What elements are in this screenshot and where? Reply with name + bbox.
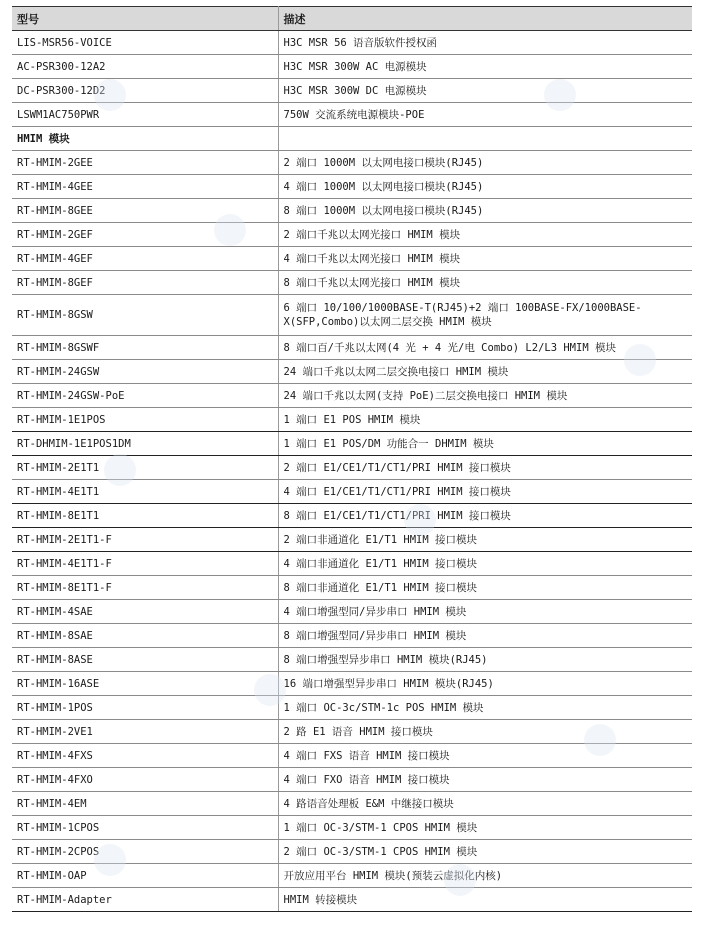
model-cell: RT-HMIM-8GSW: [12, 295, 278, 336]
model-cell: RT-HMIM-2VE1: [12, 720, 278, 744]
model-cell: RT-HMIM-8GEE: [12, 199, 278, 223]
description-cell: 1 端口 E1 POS/DM 功能合一 DHMIM 模块: [278, 432, 692, 456]
description-cell: 6 端口 10/100/1000BASE-T(RJ45)+2 端口 100BASE-FX/1000BASE-X(SFP,Combo)以太网二层交换 HMIM 模块: [278, 295, 692, 336]
description-cell: 2 端口 E1/CE1/T1/CT1/PRI HMIM 接口模块: [278, 456, 692, 480]
table-row: [12, 672, 692, 696]
description-cell: 2 端口 1000M 以太网电接口模块(RJ45): [278, 151, 692, 175]
description-cell: 8 端口非通道化 E1/T1 HMIM 接口模块: [278, 576, 692, 600]
description-cell: 750W 交流系统电源模块-POE: [278, 103, 692, 127]
model-cell: RT-DHMIM-1E1POS1DM: [12, 432, 278, 456]
table-row: [12, 223, 692, 247]
table-row: [12, 576, 692, 600]
model-cell: AC-PSR300-12A2: [12, 55, 278, 79]
table-row: [12, 768, 692, 792]
model-cell: LIS-MSR56-VOICE: [12, 31, 278, 55]
model-cell: RT-HMIM-16ASE: [12, 672, 278, 696]
table-row: [12, 432, 692, 456]
description-cell: 开放应用平台 HMIM 模块(预装云虚拟化内核): [278, 864, 692, 888]
model-cell: RT-HMIM-4GEE: [12, 175, 278, 199]
table-row: [12, 840, 692, 864]
table-row: [12, 600, 692, 624]
model-cell: RT-HMIM-4SAE: [12, 600, 278, 624]
table-row: [12, 504, 692, 528]
table-row: [12, 103, 692, 127]
table-row: [12, 31, 692, 55]
table-row: [12, 696, 692, 720]
model-cell: RT-HMIM-1CPOS: [12, 816, 278, 840]
description-cell: 4 端口非通道化 E1/T1 HMIM 接口模块: [278, 552, 692, 576]
table-row: [12, 175, 692, 199]
model-cell: RT-HMIM-8GSWF: [12, 336, 278, 360]
model-cell: RT-HMIM-24GSW-PoE: [12, 384, 278, 408]
table-row: [12, 360, 692, 384]
model-cell: RT-HMIM-2E1T1-F: [12, 528, 278, 552]
model-cell: RT-HMIM-2CPOS: [12, 840, 278, 864]
model-cell: RT-HMIM-8E1T1-F: [12, 576, 278, 600]
table-row: [12, 552, 692, 576]
description-cell: 4 端口千兆以太网光接口 HMIM 模块: [278, 247, 692, 271]
description-cell: 1 端口 E1 POS HMIM 模块: [278, 408, 692, 432]
table-row: [12, 384, 692, 408]
table-row: [12, 336, 692, 360]
description-cell: 2 端口非通道化 E1/T1 HMIM 接口模块: [278, 528, 692, 552]
table-row: [12, 247, 692, 271]
model-cell: RT-HMIM-4FXS: [12, 744, 278, 768]
description-cell: 8 端口增强型异步串口 HMIM 模块(RJ45): [278, 648, 692, 672]
description-cell: [278, 127, 692, 151]
model-cell: RT-HMIM-4FXO: [12, 768, 278, 792]
table-body: [12, 31, 692, 912]
description-cell: 4 端口 1000M 以太网电接口模块(RJ45): [278, 175, 692, 199]
model-cell: DC-PSR300-12D2: [12, 79, 278, 103]
description-cell: 8 端口 1000M 以太网电接口模块(RJ45): [278, 199, 692, 223]
table-row: [12, 456, 692, 480]
model-cell: RT-HMIM-4EM: [12, 792, 278, 816]
model-cell: RT-HMIM-8E1T1: [12, 504, 278, 528]
table-row: [12, 151, 692, 175]
table-header-row: [12, 7, 692, 31]
model-cell: RT-HMIM-1POS: [12, 696, 278, 720]
table-row: [12, 199, 692, 223]
description-cell: 8 端口百/千兆以太网(4 光 + 4 光/电 Combo) L2/L3 HMIM 模块: [278, 336, 692, 360]
section-title: HMIM 模块: [12, 127, 278, 151]
table-row: [12, 720, 692, 744]
model-cell: RT-HMIM-8ASE: [12, 648, 278, 672]
model-cell: RT-HMIM-2GEF: [12, 223, 278, 247]
table-row: [12, 888, 692, 912]
model-cell: RT-HMIM-Adapter: [12, 888, 278, 912]
model-cell: RT-HMIM-4E1T1: [12, 480, 278, 504]
description-cell: 2 端口 OC-3/STM-1 CPOS HMIM 模块: [278, 840, 692, 864]
description-cell: H3C MSR 56 语音版软件授权函: [278, 31, 692, 55]
description-cell: 4 端口增强型同/异步串口 HMIM 模块: [278, 600, 692, 624]
model-cell: RT-HMIM-4E1T1-F: [12, 552, 278, 576]
description-cell: H3C MSR 300W DC 电源模块: [278, 79, 692, 103]
header-model: 型号: [12, 7, 278, 31]
model-cell: RT-HMIM-4GEF: [12, 247, 278, 271]
description-cell: H3C MSR 300W AC 电源模块: [278, 55, 692, 79]
table-row: [12, 648, 692, 672]
product-spec-table: [12, 6, 692, 912]
description-cell: 8 端口 E1/CE1/T1/CT1/PRI HMIM 接口模块: [278, 504, 692, 528]
table-row: [12, 55, 692, 79]
description-cell: HMIM 转接模块: [278, 888, 692, 912]
description-cell: 4 端口 FXS 语音 HMIM 接口模块: [278, 744, 692, 768]
table-row: [12, 408, 692, 432]
model-cell: RT-HMIM-2GEE: [12, 151, 278, 175]
model-cell: RT-HMIM-2E1T1: [12, 456, 278, 480]
description-cell: 1 端口 OC-3/STM-1 CPOS HMIM 模块: [278, 816, 692, 840]
model-cell: RT-HMIM-OAP: [12, 864, 278, 888]
description-cell: 2 端口千兆以太网光接口 HMIM 模块: [278, 223, 692, 247]
table-row: [12, 624, 692, 648]
description-cell: 16 端口增强型异步串口 HMIM 模块(RJ45): [278, 672, 692, 696]
table-row: [12, 480, 692, 504]
section-header-row: [12, 127, 692, 151]
description-cell: 4 端口 FXO 语音 HMIM 接口模块: [278, 768, 692, 792]
model-cell: LSWM1AC750PWR: [12, 103, 278, 127]
model-cell: RT-HMIM-8GEF: [12, 271, 278, 295]
model-cell: RT-HMIM-8SAE: [12, 624, 278, 648]
model-cell: RT-HMIM-24GSW: [12, 360, 278, 384]
table-row: [12, 295, 692, 336]
description-cell: 4 路语音处理板 E&M 中继接口模块: [278, 792, 692, 816]
description-cell: 2 路 E1 语音 HMIM 接口模块: [278, 720, 692, 744]
table-row: [12, 79, 692, 103]
description-cell: 24 端口千兆以太网(支持 PoE)二层交换电接口 HMIM 模块: [278, 384, 692, 408]
model-cell: RT-HMIM-1E1POS: [12, 408, 278, 432]
description-cell: 4 端口 E1/CE1/T1/CT1/PRI HMIM 接口模块: [278, 480, 692, 504]
header-description: 描述: [278, 7, 692, 31]
table-row: [12, 528, 692, 552]
description-cell: 24 端口千兆以太网二层交换电接口 HMIM 模块: [278, 360, 692, 384]
description-cell: 8 端口千兆以太网光接口 HMIM 模块: [278, 271, 692, 295]
table-row: [12, 744, 692, 768]
table-row: [12, 864, 692, 888]
description-cell: 1 端口 OC-3c/STM-1c POS HMIM 模块: [278, 696, 692, 720]
description-cell: 8 端口增强型同/异步串口 HMIM 模块: [278, 624, 692, 648]
table-row: [12, 271, 692, 295]
table-row: [12, 792, 692, 816]
table-row: [12, 816, 692, 840]
